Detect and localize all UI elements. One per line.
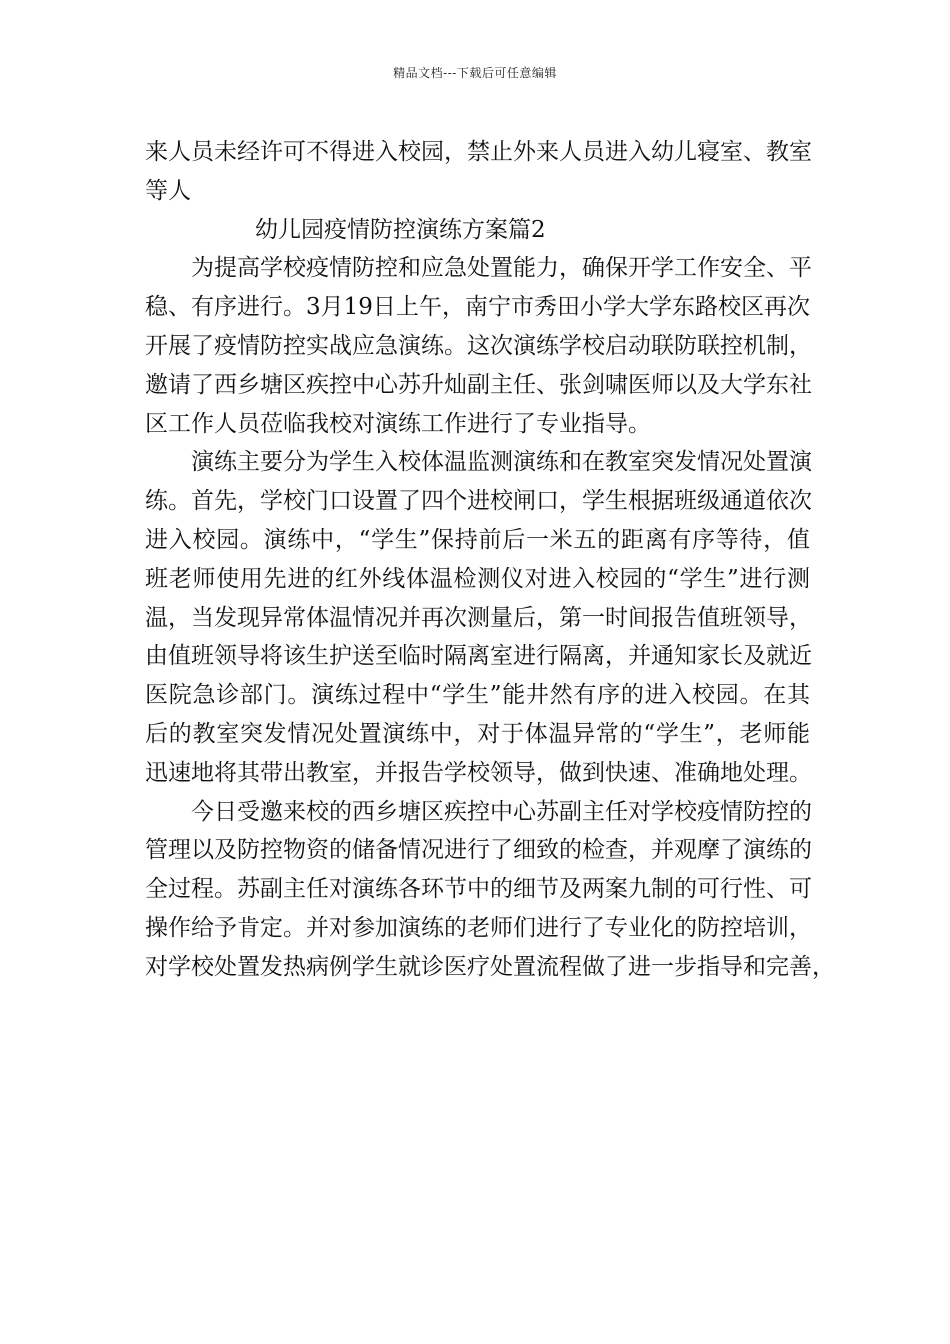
text-line: 今日受邀来校的西乡塘区疾控中心苏副主任对学校疫情防控的 <box>145 798 812 825</box>
text-line: 来人员未经许可不得进入校园，禁止外来人员进入幼儿寝室、教室 <box>145 139 812 165</box>
text-line: 进入校园。演练中，“学生”保持前后一米五的距离有序等待，值 <box>145 526 810 553</box>
text-line: 为提高学校疫情防控和应急处置能力，确保开学工作安全、平 <box>145 255 812 282</box>
text-line: 班老师使用先进的红外线体温检测仪对进入校园的“学生”进行测 <box>145 565 810 592</box>
section-heading: 幼儿园疫情防控演练方案篇2 <box>255 216 546 243</box>
text-line: 迅速地将其带出教室，并报告学校领导，做到快速、准确地处理。 <box>145 759 812 786</box>
text-line: 由值班领导将该生护送至临时隔离室进行隔离，并通知家长及就近 <box>145 643 812 670</box>
text-line: 后的教室突发情况处置演练中，对于体温异常的“学生”，老师能 <box>145 720 810 747</box>
page-header: 精品文档---下载后可任意编辑 <box>393 66 557 80</box>
text-line: 邀请了西乡塘区疾控中心苏升灿副主任、张剑啸医师以及大学东社 <box>145 371 812 398</box>
document-body <box>145 133 835 987</box>
text-line: 练。首先，学校门口设置了四个进校闸口，学生根据班级通道依次 <box>145 488 812 515</box>
text-line: 稳、有序进行。3月19日上午，南宁市秀田小学大学东路校区再次 <box>145 294 810 321</box>
text-line: 演练主要分为学生入校体温监测演练和在教室突发情况处置演 <box>145 449 812 476</box>
text-line: 温，当发现异常体温情况并再次测量后，第一时间报告值班领导， <box>145 604 812 631</box>
text-line: 区工作人员莅临我校对演练工作进行了专业指导。 <box>145 410 651 437</box>
text-line: 等人 <box>145 177 191 204</box>
text-line: 开展了疫情防控实战应急演练。这次演练学校启动联防联控机制， <box>145 332 812 359</box>
text-line: 管理以及防控物资的储备情况进行了细致的检查，并观摩了演练的 <box>145 837 812 864</box>
text-line: 对学校处置发热病例学生就诊医疗处置流程做了进一步指导和完善， <box>145 953 835 980</box>
text-line: 操作给予肯定。并对参加演练的老师们进行了专业化的防控培训， <box>145 914 812 941</box>
text-line: 医院急诊部门。演练过程中“学生”能井然有序的进入校园。在其 <box>145 682 810 709</box>
text-line: 全过程。苏副主任对演练各环节中的细节及两案九制的可行性、可 <box>145 876 812 903</box>
